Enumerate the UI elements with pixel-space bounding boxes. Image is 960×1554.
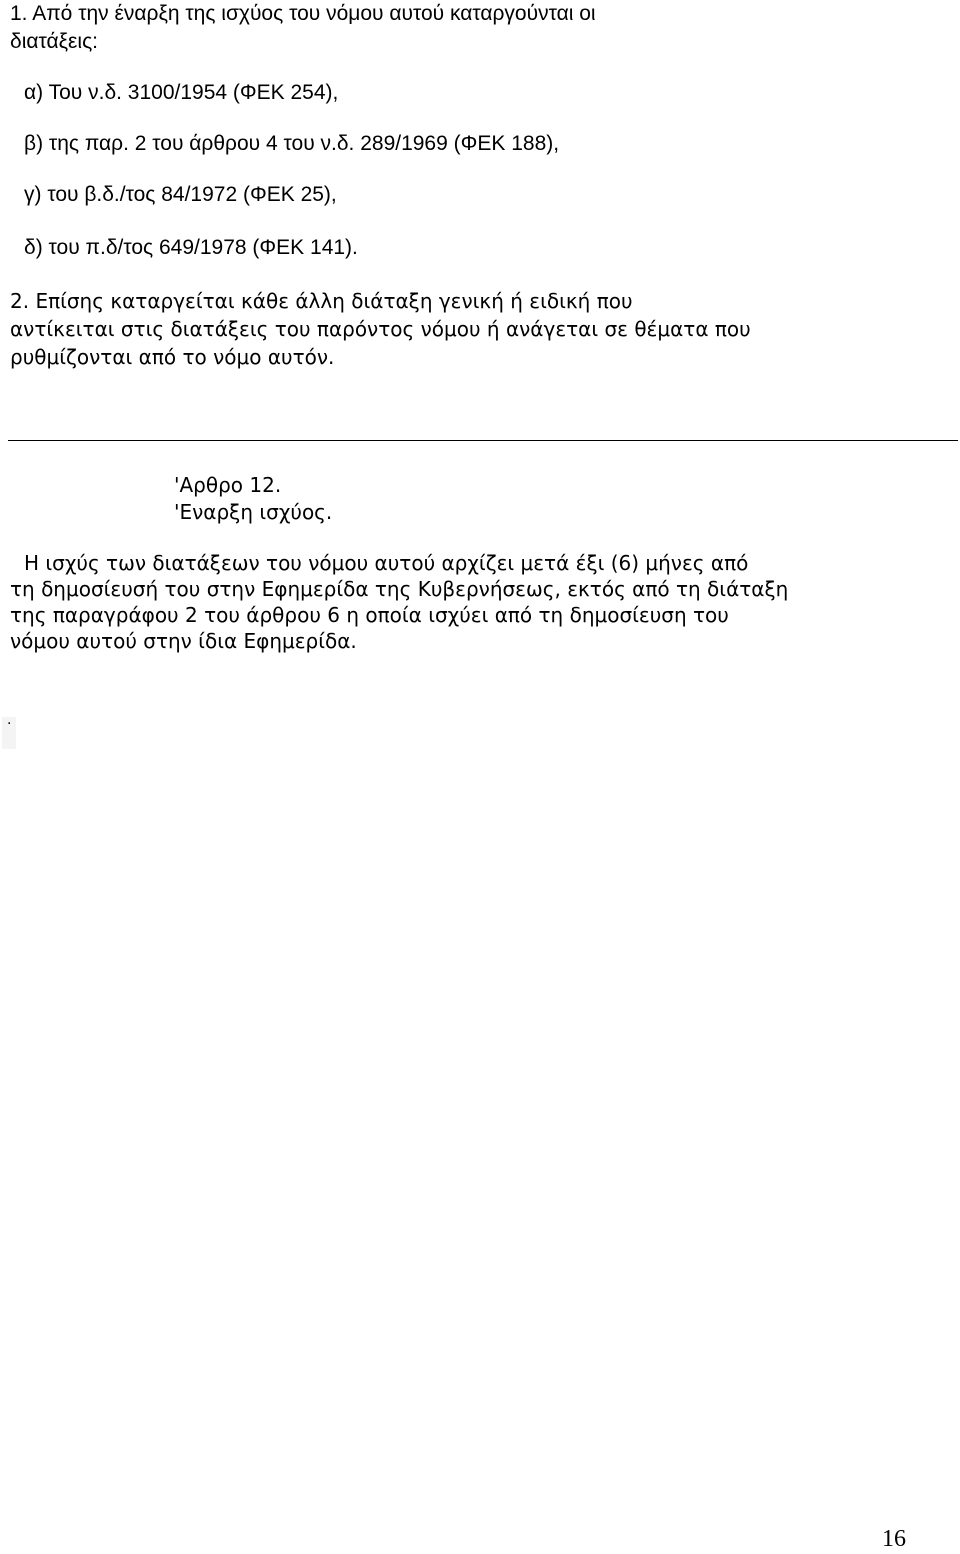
repeal-paragraph-1 (10, 0, 950, 56)
paragraph-1-line-2: διατάξεις: (10, 30, 99, 53)
section-divider (8, 440, 958, 441)
repealed-item (10, 129, 950, 159)
repealed-item-d: δ) του π.δ/τος 649/1978 (ΦΕΚ 141). (24, 236, 358, 259)
paragraph-1-line-1: 1. Από την έναρξη της ισχύος του νόμου αυτού καταργούνται οι (10, 2, 596, 25)
repealed-item-c: γ) του β.δ./τος 84/1972 (ΦΕΚ 25), (24, 183, 337, 206)
article-number: 'Αρθρο 12. (174, 473, 282, 497)
repeal-paragraph-2 (10, 287, 950, 371)
paragraph-2-line-3: ρυθμίζονται από το νόμο αυτόν. (10, 345, 335, 369)
repealed-item (10, 180, 950, 210)
repealed-item (10, 233, 950, 263)
paragraph-2-line-2: αντίκειται στις διατάξεις του παρόντος νόμου ή ανάγεται σε θέματα που (10, 317, 751, 341)
article-body-line-2: τη δημοσίευσή του στην Εφημερίδα της Κυβερνήσεως, εκτός από τη διάταξη (10, 577, 789, 601)
article-body-line-1: Η ισχύς των διατάξεων του νόμου αυτού αρχίζει μετά έξι (6) μήνες από (24, 551, 749, 575)
repealed-item (10, 78, 950, 108)
repealed-item-b: β) της παρ. 2 του άρθρου 4 του ν.δ. 289/1969 (ΦΕΚ 188), (24, 132, 560, 155)
article-body-line-3: της παραγράφου 2 του άρθρου 6 η οποία ισχύει από τη δημοσίευση του (10, 603, 729, 627)
page-number: 16 (882, 1526, 906, 1552)
repealed-item-a: α) Του ν.δ. 3100/1954 (ΦΕΚ 254), (24, 81, 339, 104)
paragraph-2-line-1: 2. Επίσης καταργείται κάθε άλλη διάταξη γενική ή ειδική που (10, 289, 633, 313)
stray-mark: . (7, 712, 12, 728)
article-body (10, 550, 950, 654)
article-title: 'Εναρξη ισχύος. (174, 500, 333, 524)
article-body-line-4: νόμου αυτού στην ίδια Εφημερίδα. (10, 629, 357, 653)
